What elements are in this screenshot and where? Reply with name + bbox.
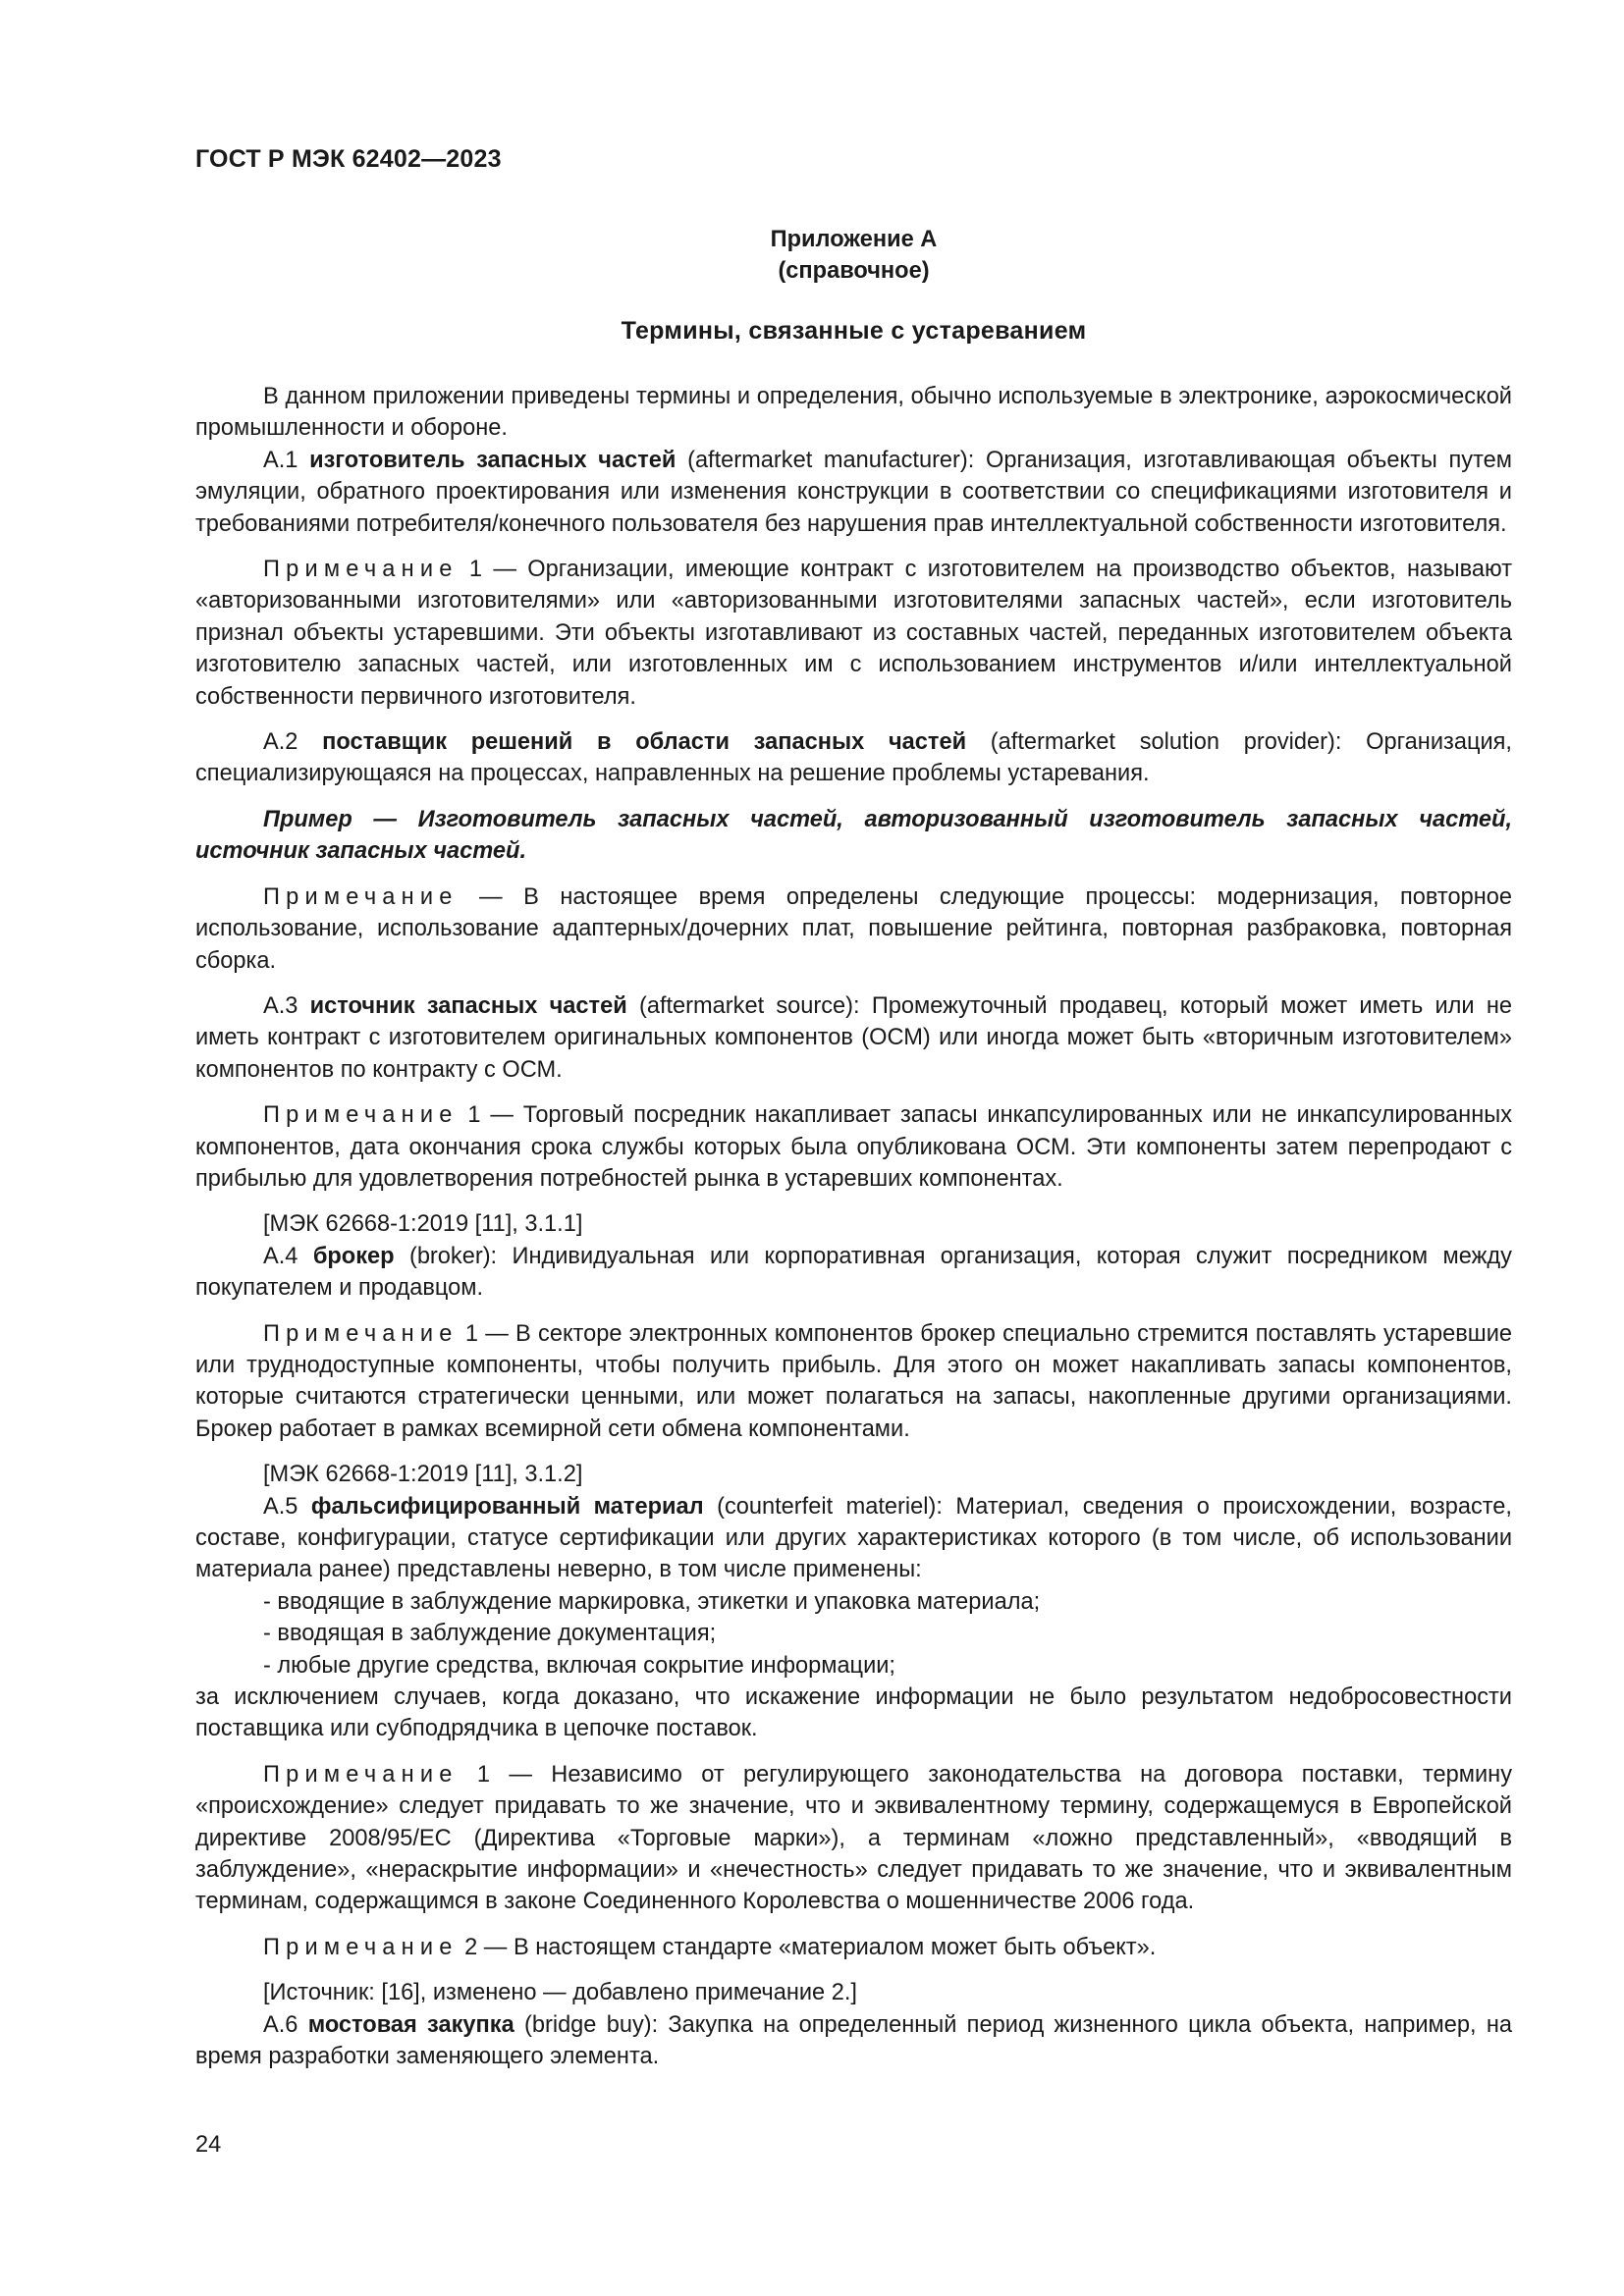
term-definition: (aftermarket solution provider): Организация, специализирующаяся на процессах, направленных на решение проблемы устаревания. bbox=[195, 729, 1512, 787]
note-label: Примечание bbox=[263, 1102, 459, 1129]
note-text: 1 — Организации, имеющие контракт с изготовителем на производство объектов, называют «авторизованными изготовителями» или «авторизованными изготовителями запасных частей», если изготовитель признал объекты устаревшими. Эти объекты изготавливают из составных частей, переданных изготовителем объекта изготовителю запасных частей, или изготовленных им с использованием инструментов и/или интеллектуальной собственности первичного изготовителя. bbox=[195, 557, 1512, 710]
source-a4: [МЭК 62668-1:2019 [11], 3.1.2] bbox=[263, 1462, 583, 1488]
term-definition: (aftermarket manufacturer): Организация, изготавливающая объекты путем эмуляции, обратного проектирования или изменения конструкции в соответствии со спецификациями изготовителя и требованиями потребителя/конечного пользователя без нарушения прав интеллектуальной собственности изготовителя. bbox=[195, 447, 1512, 537]
note-label: Примечание bbox=[263, 1761, 459, 1788]
term-a2 bbox=[195, 726, 1512, 790]
example-a2: Пример — Изготовитель запасных частей, авторизованный изготовитель запасных частей, источник запасных частей. bbox=[195, 806, 1512, 865]
note-label: Примечание bbox=[263, 883, 459, 910]
note-a2 bbox=[195, 881, 1512, 977]
term-name: изготовитель запасных частей bbox=[309, 447, 677, 473]
note-label: Примечание bbox=[263, 1934, 459, 1960]
note-a5-2 bbox=[195, 1932, 1512, 1963]
note-label: Примечание bbox=[263, 1320, 459, 1347]
term-a3 bbox=[195, 990, 1512, 1086]
term-number: А.2 bbox=[263, 729, 323, 756]
term-number: А.6 bbox=[263, 2011, 308, 2038]
term-a5 bbox=[195, 1491, 1512, 1586]
note-a3-1 bbox=[195, 1099, 1512, 1195]
page-number: 24 bbox=[195, 2132, 222, 2158]
term-a4 bbox=[195, 1241, 1512, 1305]
term-definition: (aftermarket source): Промежуточный продавец, который может иметь или не иметь контракт с изготовителем оригинальных компонентов (ОСМ) или иногда может быть «вторичным изготовителем» компонентов по контракту с ОСМ. bbox=[195, 992, 1512, 1083]
annex-kind: (справочное) bbox=[778, 258, 930, 284]
note-label: Примечание bbox=[263, 557, 459, 583]
term-definition: (counterfeit materiel): Материал, сведения о происхождении, возрасте, составе, конфигурации, статусе сертификации или других характеристиках которого (в том числе, об использовании материала ранее) представлены неверно, в том числе применены: bbox=[195, 1493, 1512, 1583]
annex-heading bbox=[195, 224, 1512, 287]
note-a1-1 bbox=[195, 554, 1512, 713]
annex-title: Термины, связанные с устареванием bbox=[621, 317, 1087, 345]
list-item: - любые другие средства, включая сокрытие информации; bbox=[263, 1652, 895, 1679]
list-item: - вводящая в заблуждение документация; bbox=[263, 1621, 717, 1647]
term-name: фальсифицированный материал bbox=[310, 1493, 704, 1520]
term-number: А.4 bbox=[263, 1243, 313, 1269]
term-name: брокер bbox=[312, 1243, 395, 1269]
term-a1 bbox=[195, 445, 1512, 540]
note-text: 1 — В секторе электронных компонентов брокер специально стремится поставлять устаревшие или труднодоступные компоненты, чтобы получить прибыль. Для этого он может накапливать запасы компонентов, которые считаются стратегически ценными, или может полагаться на запасы, накопленные другими организациями. Брокер работает в рамках всемирной сети обмена компонентами. bbox=[195, 1320, 1512, 1442]
term-definition: (bridge buy): Закупка на определенный период жизненного цикла объекта, например, на время разработки заменяющего элемента. bbox=[195, 2011, 1512, 2070]
source-a3: [МЭК 62668-1:2019 [11], 3.1.1] bbox=[263, 1211, 583, 1238]
note-text: 1 — Торговый посредник накапливает запасы инкапсулированных или не инкапсулированных компонентов, дата окончания срока службы которых была опубликована ОСМ. Эти компоненты затем перепродают с прибылью для удовлетворения потребностей рынка в устаревших компонентах. bbox=[195, 1102, 1512, 1192]
term-name: мостовая закупка bbox=[307, 2011, 514, 2038]
term-number: А.5 bbox=[263, 1493, 311, 1520]
term-number: А.1 bbox=[263, 447, 310, 473]
term-name: источник запасных частей bbox=[309, 992, 627, 1019]
term-a5-tail: за исключением случаев, когда доказано, что искажение информации не было результатом недобросовестности поставщика или субподрядчика в цепочке поставок. bbox=[195, 1684, 1512, 1742]
note-a4-1 bbox=[195, 1318, 1512, 1446]
term-definition: (broker): Индивидуальная или корпоративная организация, которая служит посредником между покупателем и продавцом. bbox=[195, 1243, 1512, 1302]
standard-header: ГОСТ Р МЭК 62402—2023 bbox=[195, 145, 502, 173]
list-item: - вводящие в заблуждение маркировка, этикетки и упаковка материала; bbox=[263, 1588, 1041, 1615]
note-a5-1 bbox=[195, 1759, 1512, 1918]
term-name: поставщик решений в области запасных частей bbox=[322, 729, 967, 756]
document-body bbox=[195, 381, 1512, 2073]
annex-label: Приложение А bbox=[770, 227, 938, 252]
source-a5: [Источник: [16], изменено — добавлено примечание 2.] bbox=[263, 1980, 857, 2006]
note-text: 2 — В настоящем стандарте «материалом может быть объект». bbox=[458, 1934, 1157, 1960]
term-a6 bbox=[195, 2009, 1512, 2073]
intro-paragraph: В данном приложении приведены термины и определения, обычно используемые в электронике, аэрокосмической промышленности и обороне. bbox=[195, 384, 1512, 442]
note-text: 1 — Независимо от регулирующего законодательства на договора поставки, термину «происхождение» следует придавать то же значение, что и эквивалентному термину, содержащемуся в Европейской директиве 2008/95/EC (Директива «Торговые марки»), а терминам «ложно представленный», «вводящий в заблуждение», «нераскрытие информации» и «нечестность» следует придавать то же значение, что и эквивалентным терминам, содержащимся в законе Соединенного Королевства о мошенничестве 2006 года. bbox=[195, 1761, 1512, 1915]
note-text: — В настоящее время определены следующие процессы: модернизация, повторное использование, использование адаптерных/дочерних плат, повышение рейтинга, повторная разбраковка, повторная сборка. bbox=[195, 883, 1512, 974]
term-number: А.3 bbox=[263, 992, 310, 1019]
